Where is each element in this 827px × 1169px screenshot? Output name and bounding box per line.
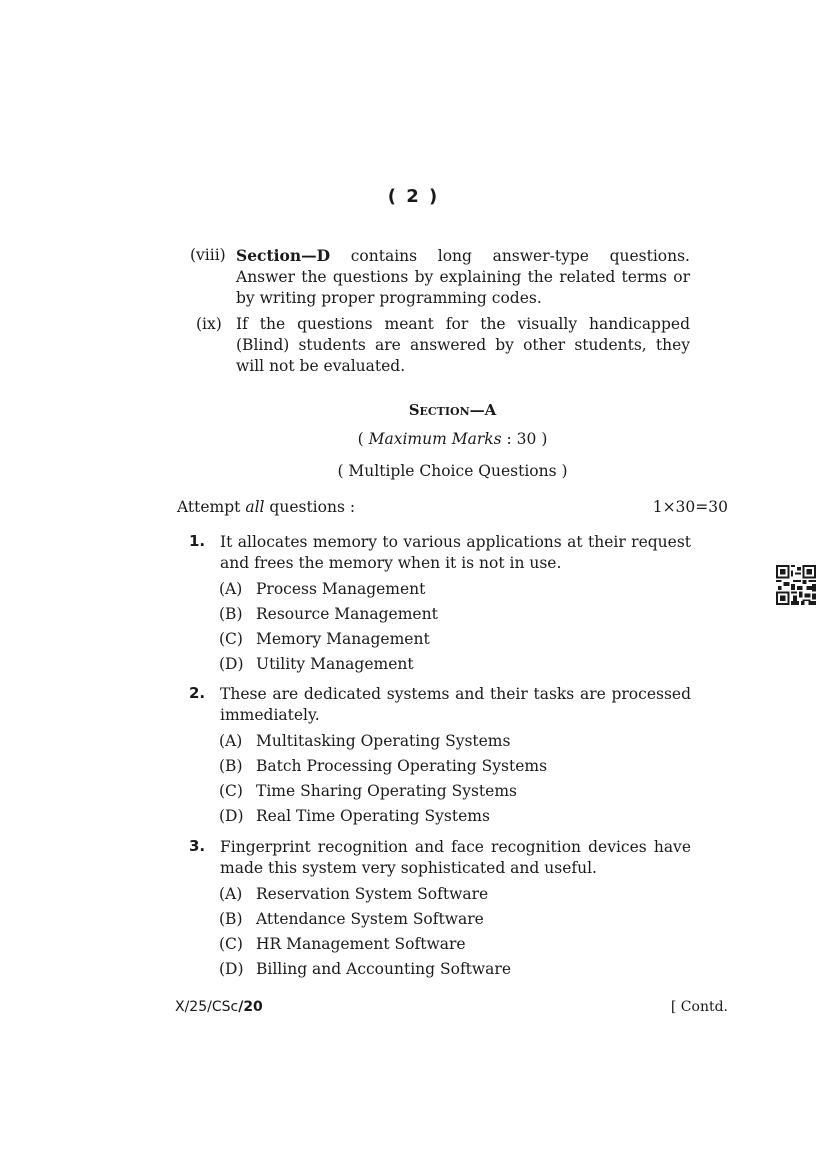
option-d	[219, 804, 691, 829]
option-label: (B)	[219, 910, 243, 928]
question-text: Fingerprint recognition and face recognition devices have made this system very sophisticated and useful.	[220, 838, 691, 877]
qr-code-icon	[776, 565, 816, 605]
instruction-bold-lead: Section—D	[236, 246, 331, 265]
option-label: (C)	[219, 630, 243, 648]
max-marks-value: : 30 )	[501, 430, 548, 448]
option-label: (C)	[219, 935, 243, 953]
question-number: 3.	[189, 837, 206, 855]
option-list	[219, 882, 691, 982]
option-label: (D)	[219, 655, 244, 673]
option-list	[219, 577, 691, 677]
option-d	[219, 957, 691, 982]
option-b	[219, 754, 691, 779]
option-text: Resource Management	[256, 605, 438, 623]
option-label: (A)	[219, 580, 243, 598]
option-label: (A)	[219, 732, 243, 750]
option-label: (B)	[219, 757, 243, 775]
option-c	[219, 779, 691, 804]
marks-total: 1×30=30	[652, 498, 728, 516]
option-b	[219, 907, 691, 932]
max-marks	[0, 430, 827, 448]
section-subtitle: ( Multiple Choice Questions )	[337, 462, 568, 480]
attempt-instruction	[177, 498, 355, 516]
option-text: Memory Management	[256, 630, 430, 648]
instruction-viii	[190, 245, 690, 309]
option-label: (D)	[219, 960, 244, 978]
option-label: (B)	[219, 605, 243, 623]
attempt-suffix: questions :	[264, 498, 356, 516]
instruction-number: (viii)	[190, 246, 226, 264]
instruction-number: (ix)	[196, 315, 222, 333]
question-number: 1.	[189, 532, 206, 550]
max-marks-label: Maximum Marks	[368, 430, 502, 448]
question-1	[189, 532, 691, 677]
option-text: Multitasking Operating Systems	[256, 732, 511, 750]
option-text: Time Sharing Operating Systems	[256, 782, 517, 800]
option-text: Attendance System Software	[256, 910, 484, 928]
question-text: These are dedicated systems and their tasks are processed immediately.	[220, 685, 691, 724]
option-text: Reservation System Software	[256, 885, 489, 903]
option-a	[219, 729, 691, 754]
option-text: Batch Processing Operating Systems	[256, 757, 548, 775]
option-label: (C)	[219, 782, 243, 800]
option-text: HR Management Software	[256, 935, 466, 953]
option-label: (A)	[219, 885, 243, 903]
question-3	[189, 837, 691, 982]
attempt-prefix: Attempt	[177, 498, 246, 516]
section-title: Section—A	[408, 401, 497, 419]
instruction-text: If the questions meant for the visually handicapped (Blind) students are answered by other students, they will not be evaluated.	[236, 315, 690, 375]
option-text: Real Time Operating Systems	[256, 807, 490, 825]
question-number: 2.	[189, 684, 206, 702]
option-text: Billing and Accounting Software	[256, 960, 512, 978]
paper-code-prefix: X/25/CSc	[175, 999, 239, 1015]
option-d	[219, 652, 691, 677]
paper-code-suffix: /20	[238, 999, 263, 1015]
option-text: Process Management	[256, 580, 426, 598]
option-b	[219, 602, 691, 627]
option-c	[219, 932, 691, 957]
paper-code	[175, 999, 263, 1015]
question-text: It allocates memory to various applications at their request and frees the memory when it is not in use.	[220, 533, 691, 572]
instruction-text	[236, 245, 690, 309]
question-2	[189, 684, 691, 829]
option-a	[219, 882, 691, 907]
option-label: (D)	[219, 807, 244, 825]
attempt-emphasis: all	[245, 498, 265, 516]
option-text: Utility Management	[256, 655, 414, 673]
continued-marker: [ Contd.	[670, 999, 728, 1015]
option-a	[219, 577, 691, 602]
option-c	[219, 627, 691, 652]
instruction-ix	[190, 314, 690, 377]
option-list	[219, 729, 691, 829]
instruction-body: contains long answer-type questions. Answer the questions by explaining the related terms or by writing proper programming codes.	[236, 247, 690, 307]
page-number: ( 2 )	[387, 186, 440, 207]
max-marks-prefix: (	[357, 430, 369, 448]
